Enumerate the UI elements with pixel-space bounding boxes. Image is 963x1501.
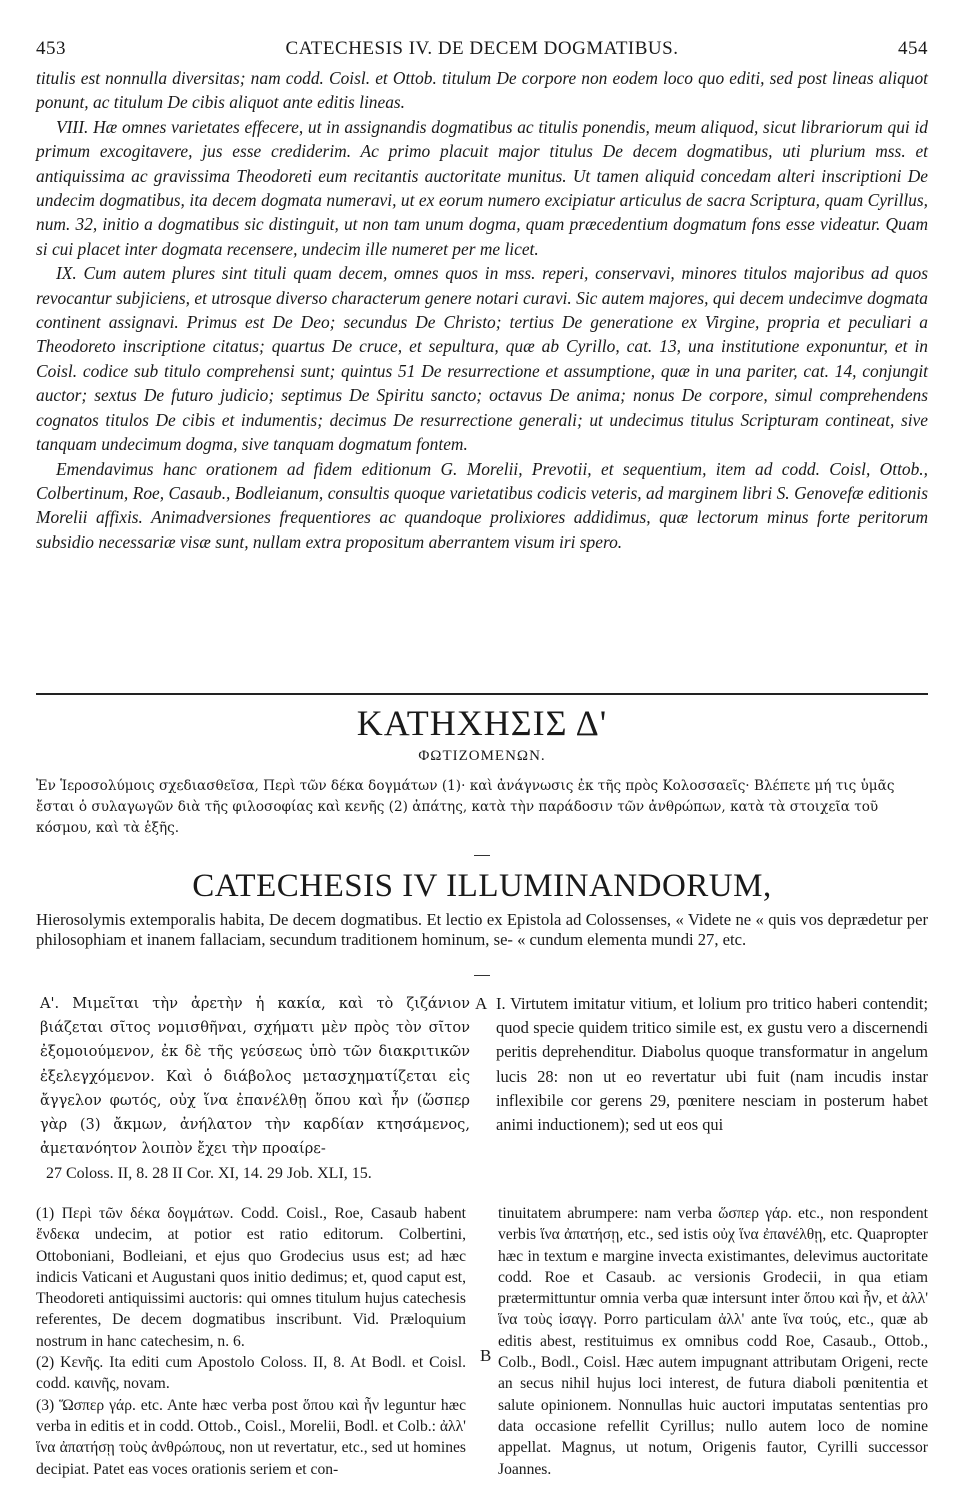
footnote-references: 27 Coloss. II, 8. 28 II Cor. XI, 14. 29 Job. XLI, 15. xyxy=(46,1165,372,1182)
latin-intro: Hierosolymis extemporalis habita, De decem dogmatibus. Et lectio ex Epistola ad Colossenses, « Videte ne « quis vos deprædetur per philosophiam et inanem fallaciam, secundum traditionem hominum, se- « cundum elementa mundi 27, etc. xyxy=(36,910,928,949)
notes-right-column: tinuitatem abrumpere: nam verba ὥσπερ γάρ. etc., non respondent verbis ἵνα ἀπατήσῃ, etc., sed istis οὐχ ἵνα ἐπανέλθῃ, etc. Quapropter hæc in textum e margine invecta existimantes, delevimus auctoritate codd. Roe et Casaub. ac versionis Grodecii, in qua etiam prætermittuntur omnia verba quæ intersunt inter ὅπου καὶ ἦν, et ἀλλ' ἵνα τοὺς ἰσαγγ. Porro particulam ἀλλ' ante ἵνα τούς, etc., quæ ab editis abest, restituimus ex omnibus codd Roe, Casaub., Ottob., Colb., Bodl., Coisl. Hæc autem impugnant attributam Origeni, recte an secus nihil hujus loci interest, de futura diaboli pœnitentia et salute opinionem. Nonnullas huic auctori imputatas sententias pro data occasione refellit Cyrillus; nullo autem loco de nomine appellat. Magnus, ut notum, Origenis fautor, Cyrilli successor Joannes. xyxy=(498,1205,928,1478)
separator-dash xyxy=(474,855,490,856)
notes-left-column xyxy=(36,1203,466,1480)
note: (3) Ὥσπερ γάρ. etc. Ante hæc verba post ὅπου καὶ ἦν leguntur hæc verba in editis et in codd. Ottob., Coisl., Morelii, Bodl. et Colb.: ἀλλ' ἵνα ἀπατήσῃ τοὺς ἀνθρώπους, non ut revertatur, etc., sed ut homines decipiat. Patet eas voces orationis seriem et con- xyxy=(36,1396,466,1478)
separator-dash xyxy=(474,975,490,976)
note: (1) Περὶ τῶν δέκα δογμάτων. Codd. Coisl., Roe, Casaub habent ἕνδεκα undecim, at potior est ratio editorum. Colbertini, Ottoboniani, Bodleiani, et ejus quo Grodecius usus est; ad hæc indicis Vaticani et Augustani quos initio dedimus; et, quod caput est, Theodoreti antiquissimi auctoris: qui omnes titulum hujus catechesis referentes, De decem dogmatibus inscribunt. Vid. Præloquium nostrum in hanc catechesim, n. 6. xyxy=(36,1205,466,1350)
paragraph: IX. Cum autem plures sint tituli quam decem, omnes quos in mss. reperi, conservavi, minores titulos majoribus ad quos revocantur subjiciens, et utrosque diverso characterum genere notari curavi. Sic autem majores, qui decem undecimve dogmata continent assignavi. Primus est De Deo; secundus De Christo; tertius De generatione ex Virgine, propria et peculiari a Theodoreto inscriptione citatus; quartus De cruce, et sepultura, quæ ab Cyrillo, cat. 13, una institutione exponuntur, et in Coisl. codice sub titulo comprehensi sunt; quintus 51 De resurrectione et assumptione, quæ in una pariter, cat. 14, conjungit auctor; sextus De futuro judicio; septimus De Spiritu sancto; octavus De anima; nonus De corpore, simul comprehendens cognatos titulos De cibis et indumentis; decimus De resurrectione generali; ut undecimus titulus Scripturam contineat, sive tanquam undecimum dogma, sive tanquam dogmatum fontem. xyxy=(36,263,928,455)
latin-title: CATECHESIS IV ILLUMINANDORUM, xyxy=(192,868,772,904)
section-divider xyxy=(36,693,928,695)
paragraph: VIII. Hæ omnes varietates effecere, ut in assignandis dogmatibus ac titulis ponendis, meum aliquod, sicut librariorum qui id primum excogitavere, jus esse crediderim. Ac primo placuit major titulus De decem dogmatibus, uti plurium mss. et antiquissima ac gravissima Theodoreti eum recitantis auctoritate munitus. Ut tamen aliquid concedam alteri inscriptioni De undecim dogmatibus, ita decem dogmata numeravi, ut ex eorum numero excipiatur articulus de sacra Scriptura, quam Cyrillus, num. 32, initio a dogmatibus sic distinguit, ut non tam unum dogma, quam præcedentium dogmatum fons esse videatur. Quam si cui placet inter dogmata recensere, undecim ille numeret per me licet. xyxy=(36,116,928,259)
note: (2) Κενῆς. Ita editi cum Apostolo Coloss. II, 8. At Bodl. et Coisl. codd. καινῆς, novam. xyxy=(36,1354,466,1393)
greek-subtitle: ΦΩΤΙΖΟΜΕΝΩΝ. xyxy=(418,748,546,764)
page-number-right: 454 xyxy=(898,38,928,59)
preface-text xyxy=(36,66,928,554)
greek-title: ΚΑΤΗΧΗΣΙΣ Δ' xyxy=(356,703,608,743)
page-number-left: 453 xyxy=(36,38,66,59)
running-header xyxy=(36,38,928,60)
latin-text-column: I. Virtutem imitatur vitium, et lolium pro tritico haberi contendit; quod specie quidem tritico simile est, ex gustu vero a discernendi peritis deprehenditur. Diabolus quoque transformatur in angelum lucis 28: non ut eo revertatur ubi fuit (nam incudis instar inflexibile cor gerens 29, pœnitere nesciam in posterum habet animi inductionem); sed ut eos qui xyxy=(496,994,928,1135)
margin-letter-a: A xyxy=(475,994,488,1013)
paragraph: titulis est nonnulla diversitas; nam codd. Coisl. et Ottob. titulum De corpore non eodem loco quo editi, sed post lineas aliquot ponunt, ac titulum De cibis aliquot ante editis lineas. xyxy=(36,68,928,113)
paragraph: Emendavimus hanc orationem ad fidem editionum G. Morelii, Prevotii, et sequentium, item ad codd. Coisl, Ottob., Colbertinum, Roe, Casaub., Bodleianum, consultis quoque varietatibus codicis veteris, ad marginem libri S. Genovefæ editionis Morelii affixis. Animadversiones frequentiores ac quandoque prolixiores addidimus, quæ lectorum minus forte peritorum subsidio necessariæ visæ sunt, nullam extra propositum aberrantem visum iri spero. xyxy=(36,458,928,552)
margin-letter-b: B xyxy=(480,1346,492,1365)
header-title: CATECHESIS IV. DE DECEM DOGMATIBUS. xyxy=(285,38,679,59)
greek-text-column: Α'. Μιμεῖται τὴν ἀρετὴν ἡ κακία, καὶ τὸ ζιζάνιον βιάζεται σῖτος νομισθῆναι, σχήματι μὲν πρὸς τὸν σῖτον ἐξομοιούμενον, ἐκ δὲ τῆς γεύσεως ὑπὸ τῶν διακριτικῶν ἐξελεγχόμενον. Καὶ ὁ διάβολος μετασχηματίζεται εἰς ἄγγελον φωτός, οὐχ ἵνα ἐπανέλθῃ ὅπου καὶ ἦν (ὥσπερ γὰρ (3) ἄκμων, ἀνήλατον τὴν καρδίαν κτησάμενος, ἀμετανόητον λοιπὸν ἔχει τὴν προαίρε- xyxy=(40,995,470,1158)
greek-intro: Ἐν Ἱεροσολύμοις σχεδιασθεῖσα, Περὶ τῶν δέκα δογμάτων (1)· καὶ ἀνάγνωσις ἐκ τῆς πρὸς Κολοσσαεῖς· Βλέπετε μή τις ὑμᾶς ἔσται ὁ συλαγωγῶν διὰ τῆς φιλοσοφίας καὶ κενῆς (2) ἀπάτης, κατὰ τὴν παράδοσιν τῶν ἀνθρώπων, κατὰ τὰ στοιχεῖα τοῦ κόσμου, καὶ τὰ ἑξῆς. xyxy=(36,778,895,836)
